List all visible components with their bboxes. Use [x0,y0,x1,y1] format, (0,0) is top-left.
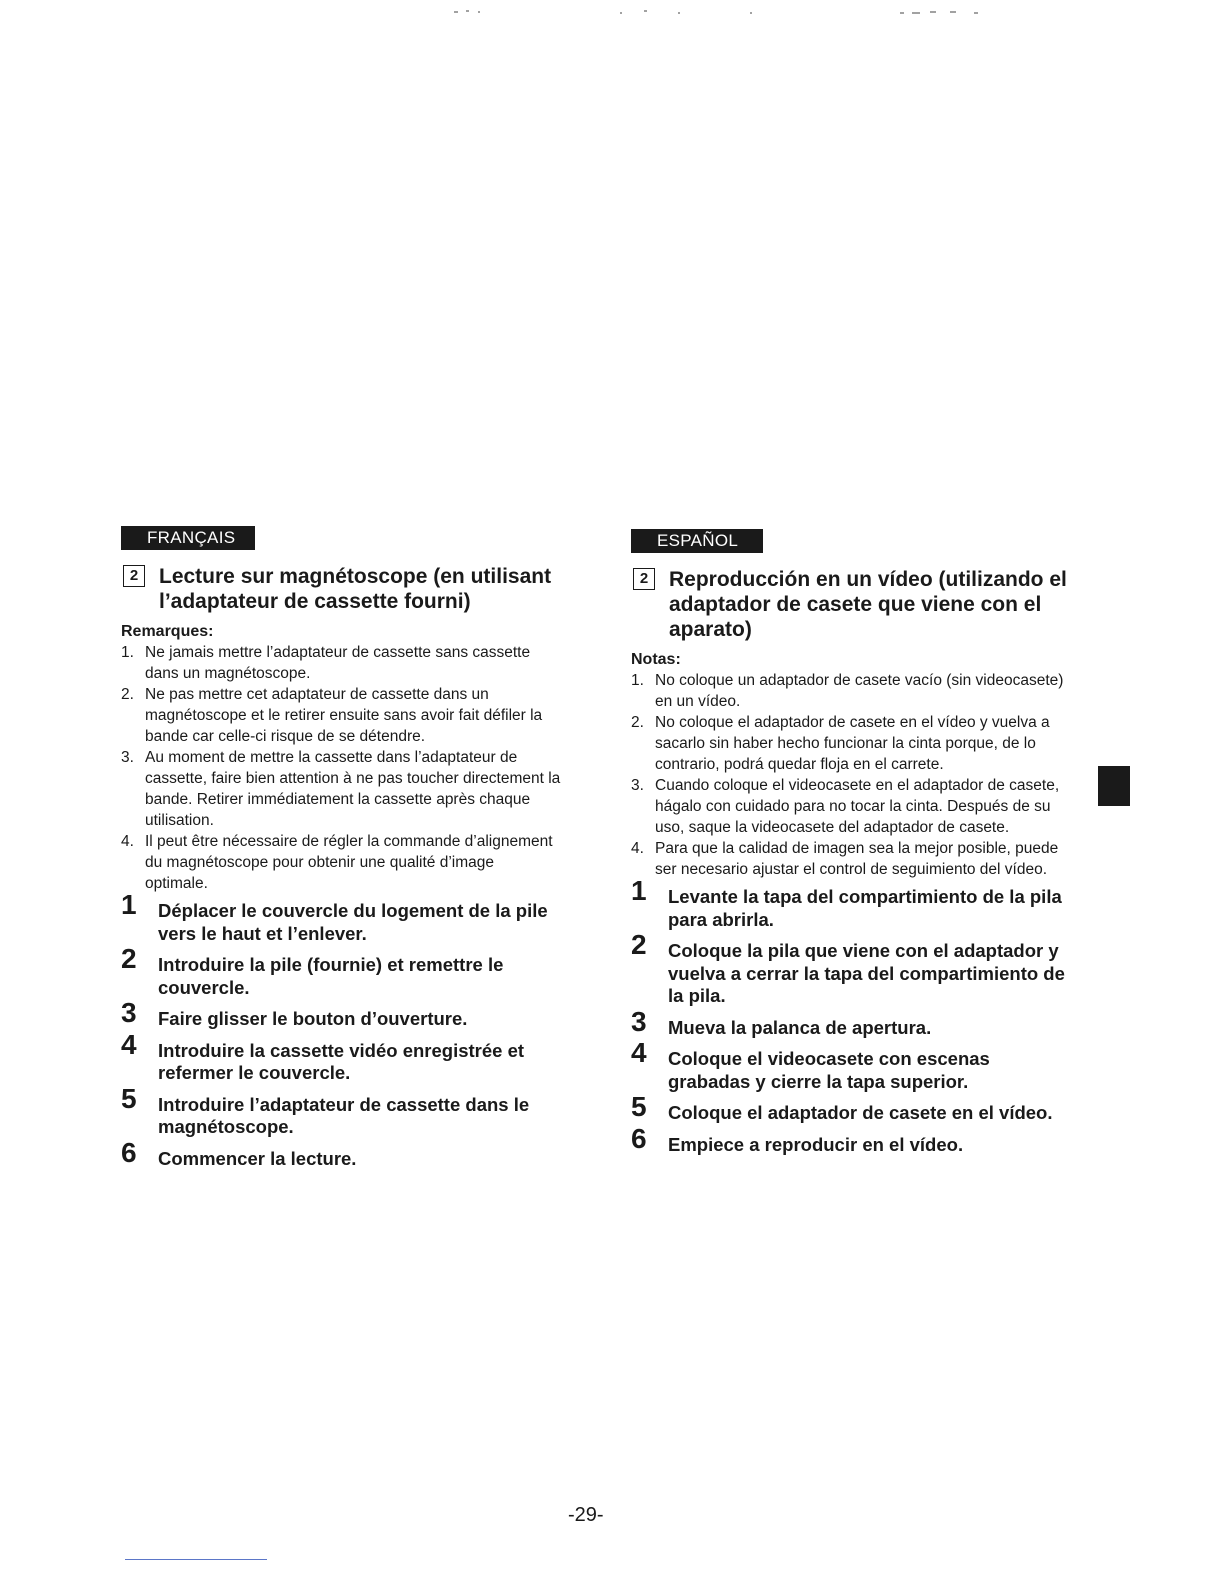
step-number: 3 [121,997,137,1028]
step-text: Introduire la cassette vidéo enregistrée et refermer le couvercle. [158,1039,525,1083]
step-item [631,1091,1071,1125]
note-item [631,775,1071,838]
step-number: 2 [121,943,137,974]
step-item [121,943,561,999]
notes-list [631,670,1071,880]
section-number-box: 2 [123,565,145,587]
section-title: Lecture sur magnétoscope (en utilisant l’adaptateur de cassette fourni) [159,565,552,613]
step-text: Introduire la pile (fournie) et remettre le couvercle. [158,954,504,998]
step-number: 1 [121,889,137,920]
note-item [121,684,561,747]
note-item [631,670,1071,712]
note-number: 4. [631,840,644,857]
step-number: 5 [631,1091,647,1122]
language-tab-french: FRANÇAIS [121,526,255,550]
step-item [121,889,561,945]
note-text: Para que la calidad de imagen sea la mejor posible, puede ser necesario ajustar el control de seguimiento del vídeo. [655,840,1059,878]
page-number: -29- [568,1504,604,1526]
note-number: 2. [121,686,134,703]
steps-list [631,875,1071,1156]
note-item [121,747,561,831]
footer-rule [125,1559,267,1560]
step-item [631,1122,1071,1157]
step-item [631,929,1071,1008]
french-column [121,526,561,1179]
note-text: Ne jamais mettre l’adaptateur de cassette sans cassette dans un magnétoscope. [145,644,531,682]
step-text: Empiece a reproducir en el vídeo. [668,1133,964,1155]
step-number: 6 [631,1122,647,1154]
notes-heading: Remarques: [121,623,214,640]
step-text: Faire glisser le bouton d’ouverture. [158,1008,468,1029]
note-text: Au moment de mettre la cassette dans l’adaptateur de cassette, faire bien attention à ne pas toucher directement la bande. Retirer immédiatement la cassette après chaque utilisation. [145,749,561,829]
step-number: 2 [631,929,647,960]
language-tab-spanish: ESPAÑOL [631,529,763,553]
note-number: 4. [121,833,134,850]
section-heading [121,564,561,614]
note-text: Cuando coloque el videocasete en el adaptador de casete, hágalo con cuidado para no tocar la cinta. Después de su uso, saque la videocasete del adaptador de casete. [655,777,1060,836]
step-text: Levante la tapa del compartimiento de la pila para abrirla. [668,886,1062,930]
step-item [631,1037,1071,1093]
notes-heading: Notas: [631,651,681,668]
section-title: Reproducción en un vídeo (utilizando el adaptador de casete que viene con el aparato) [669,568,1067,641]
step-number: 1 [631,875,647,906]
step-text: Coloque el videocasete con escenas grabadas y cierre la tapa superior. [668,1048,990,1092]
step-item [121,997,561,1031]
step-text: Commencer la lecture. [158,1147,357,1169]
scan-specks [454,6,994,18]
step-text: Déplacer le couvercle du logement de la pile vers le haut et l’enlever. [158,900,548,944]
step-number: 6 [121,1136,137,1168]
step-number: 5 [121,1082,137,1114]
step-item [121,1028,561,1085]
note-item [631,712,1071,775]
spanish-column [631,529,1071,1165]
notes-list [121,642,561,894]
note-text: Il peut être nécessaire de régler la commande d’alignement du magnétoscope pour obtenir une qualité d’image optimale. [145,833,553,892]
step-item [121,1082,561,1139]
step-text: Coloque el adaptador de casete en el vídeo. [668,1102,1053,1123]
step-item [631,1005,1071,1040]
steps-list [121,889,561,1170]
note-item [121,831,561,894]
step-text: Mueva la palanca de apertura. [668,1016,932,1038]
note-number: 2. [631,714,644,731]
note-item [121,642,561,684]
step-number: 4 [631,1037,647,1068]
step-text: Introduire l’adaptateur de cassette dans le magnétoscope. [158,1093,530,1137]
step-item [121,1136,561,1171]
note-number: 1. [631,672,644,689]
side-thumb-tab [1098,766,1130,806]
note-number: 3. [121,749,134,766]
section-heading [631,567,1071,642]
step-text: Coloque la pila que viene con el adaptador y vuelva a cerrar la tapa del compartimiento de la pila. [668,940,1065,1006]
step-item [631,875,1071,931]
step-number: 3 [631,1005,647,1037]
note-number: 1. [121,644,134,661]
note-item [631,838,1071,880]
section-number-box: 2 [633,568,655,590]
note-text: No coloque un adaptador de casete vacío (sin videocasete) en un vídeo. [655,672,1064,710]
step-number: 4 [121,1028,137,1060]
note-text: No coloque el adaptador de casete en el vídeo y vuelva a sacarlo sin haber hecho funcionar la cinta porque, de lo contrario, podrá quedar floja en el carrete. [655,714,1050,773]
note-number: 3. [631,777,644,794]
note-text: Ne pas mettre cet adaptateur de cassette dans un magnétoscope et le retirer ensuite sans avoir fait défiler la bande car celle-ci risque de se détendre. [145,686,543,745]
